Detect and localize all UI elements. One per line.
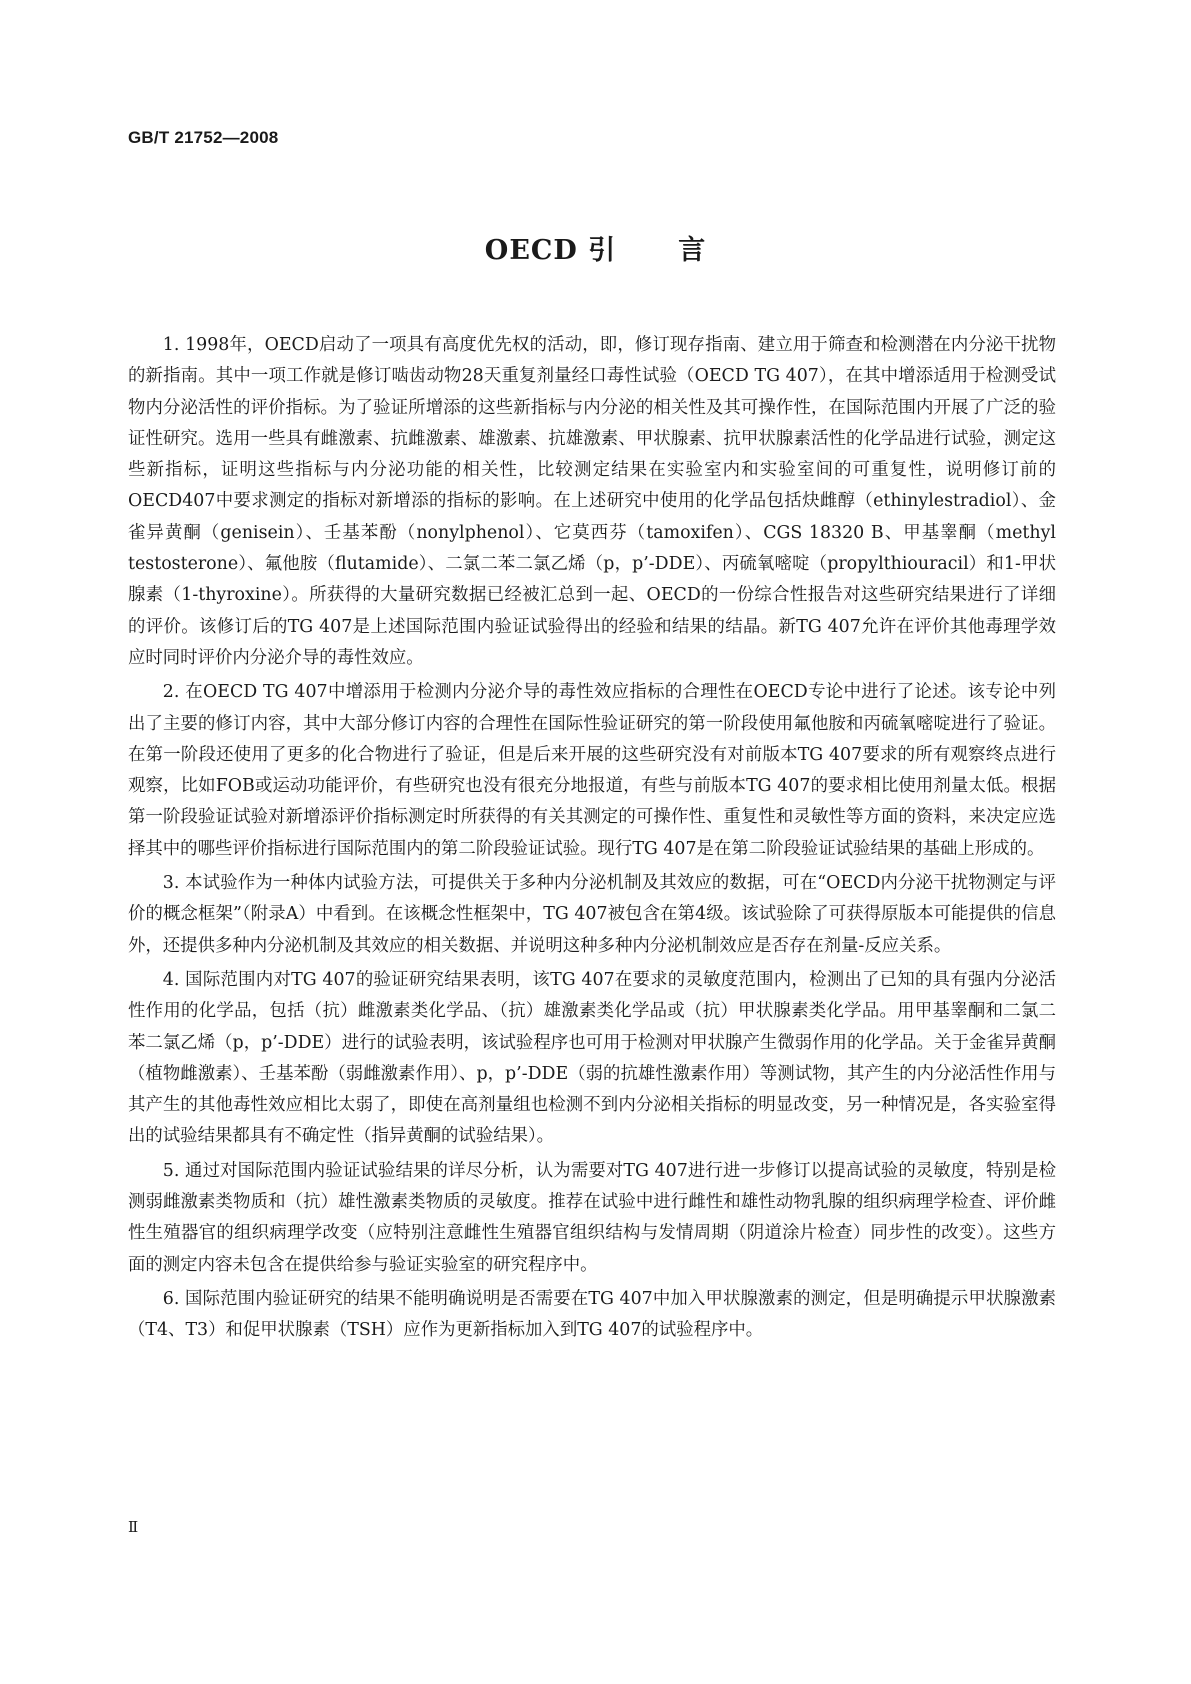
standard-code: GB/T 21752—2008 [128,128,279,147]
paragraph-3: 3. 本试验作为一种体内试验方法，可提供关于多种内分泌机制及其效应的数据，可在“OECD内分泌干扰物测定与评价的概念框架”（附录A）中看到。在该概念性框架中，TG 407被包含在第4级。该试验除了可获得原版本可能提供的信息外，还提供多种内分泌机制及其效应的相关数据、并说明这种多种内分泌机制效应是否存在剂量-反应关系。 [128,873,1056,956]
paragraph-2: 2. 在OECD TG 407中增添用于检测内分泌介导的毒性效应指标的合理性在OECD专论中进行了论述。该专论中列出了主要的修订内容，其中大部分修订内容的合理性在国际性验证研究的第一阶段使用氟他胺和丙硫氧嘧啶进行了验证。在第一阶段还使用了更多的化合物进行了验证，但是后来开展的这些研究没有对前版本TG 407要求的所有观察终点进行观察，比如FOB或运动功能评价，有些研究也没有很充分地报道，有些与前版本TG 407的要求相比使用剂量太低。根据第一阶段验证试验对新增添评价指标测定时所获得的有关其测定的可操作性、重复性和灵敏性等方面的资料，来决定应选择其中的哪些评价指标进行国际范围内的第二阶段验证试验。现行TG 407是在第二阶段验证试验结果的基础上形成的。 [128,682,1056,859]
paragraph-5: 5. 通过对国际范围内验证试验结果的详尽分析，认为需要对TG 407进行进一步修订以提高试验的灵敏度，特别是检测弱雌激素类物质和（抗）雄性激素类物质的灵敏度。推荐在试验中进行雌性和雄性动物乳腺的组织病理学检查、评价雌性生殖器官的组织病理学改变（应特别注意雌性生殖器官组织结构与发情周期（阴道涂片检查）同步性的改变）。这些方面的测定内容未包含在提供给参与验证实验室的研究程序中。 [128,1160,1056,1275]
page-number: Ⅱ [128,1518,139,1536]
body-content [128,330,1056,1350]
page-title-part2: 言 [678,235,707,266]
page-title [0,228,1191,267]
paragraph-6: 6. 国际范围内验证研究的结果不能明确说明是否需要在TG 407中加入甲状腺激素的测定，但是明确提示甲状腺激素（T4、T3）和促甲状腺素（TSH）应作为更新指标加入到TG 407的试验程序中。 [128,1288,1056,1341]
page-title-part1: OECD 引 [484,235,617,266]
paragraph-4: 4. 国际范围内对TG 407的验证研究结果表明，该TG 407在要求的灵敏度范围内，检测出了已知的具有强内分泌活性作用的化学品，包括（抗）雌激素类化学品、（抗）雄激素类化学品或（抗）甲状腺素类化学品。用甲基睾酮和二氯二苯二氯乙烯（p，p’-DDE）进行的试验表明，该试验程序也可用于检测对甲状腺产生微弱作用的化学品。关于金雀异黄酮（植物雌激素）、壬基苯酚（弱雌激素作用）、p，p’-DDE（弱的抗雄性激素作用）等测试物，其产生的内分泌活性作用与其产生的其他毒性效应相比太弱了，即使在高剂量组也检测不到内分泌相关指标的明显改变，另一种情况是，各实验室得出的试验结果都具有不确定性（指异黄酮的试验结果）。 [128,969,1056,1147]
paragraph-1: 1. 1998年，OECD启动了一项具有高度优先权的活动，即，修订现存指南、建立用于筛查和检测潜在内分泌干扰物的新指南。其中一项工作就是修订啮齿动物28天重复剂量经口毒性试验（OECD TG 407），在其中增添适用于检测受试物内分泌活性的评价指标。为了验证所增添的这些新指标与内分泌的相关性及其可操作性，在国际范围内开展了广泛的验证性研究。选用一些具有雌激素、抗雌激素、雄激素、抗雄激素、甲状腺素、抗甲状腺素活性的化学品进行试验，测定这些新指标，证明这些指标与内分泌功能的相关性，比较测定结果在实验室内和实验室间的可重复性，说明修订前的OECD407中要求测定的指标对新增添的指标的影响。在上述研究中使用的化学品包括炔雌醇（ethinylestradiol）、金雀异黄酮（genisein）、壬基苯酚（nonylphenol）、它莫西芬（tamoxifen）、CGS 18320 B、甲基睾酮（methyl testosterone）、氟他胺（flutamide）、二氯二苯二氯乙烯（p，p’-DDE）、丙硫氧嘧啶（propylthiouracil）和1-甲状腺素（1-thyroxine）。所获得的大量研究数据已经被汇总到一起、OECD的一份综合性报告对这些研究结果进行了详细的评价。该修订后的TG 407是上述国际范围内验证试验得出的经验和结果的结晶。新TG 407允许在评价其他毒理学效应时同时评价内分泌介导的毒性效应。 [128,335,1056,668]
